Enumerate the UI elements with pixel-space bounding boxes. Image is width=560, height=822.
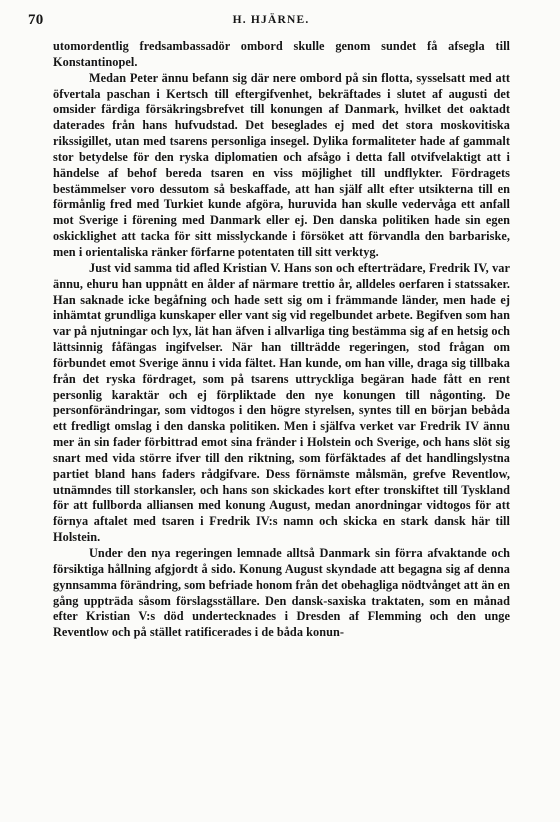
page-number: 70 [28,12,44,28]
running-head: H. HJÄRNE. [232,14,310,26]
body-text [53,39,510,641]
paragraph-continuation: utomordentlig fredsambassadör ombord skulle genom sundet få afsegla till Konstantinopel. [53,39,510,69]
paragraph: Under den nya regeringen lemnade alltså Danmark sin förra afvaktande och försiktiga hållning afgjordt å sido. Konung August skyndade att begagna sig af denna gynnsamma förändring, som befriade honom från det obehagliga nödtvånget att än en gång uppträda såsom förslagsställare. Den dansk-saxiska traktaten, som en månad efter Kristian V:s död undertecknades i Dresden af Flemming och den unge Reventlow och på stället ratificerades i de båda konun- [53,546,511,640]
paragraph: Just vid samma tid afled Kristian V. Hans son och efterträdare, Fredrik IV, var ännu, ehuru han uppnått en ålder af närmare trettio år, alldeles oerfaren i statssaker. Han saknade icke begåfning och hade sett sig om i främmande länder, men hade ej inhämtat grundliga kunskaper eller vant sig vid regelbundet arbete. Begifven som han var på njutningar och lyx, lät han äfven i allvarliga ting bestämma sig af en hetsig och lättsinnig fåfängas ingifvelser. När han tillträdde regeringen, stod frågan om förbundet emot Sverige ännu i vida fältet. Han kunde, om han ville, draga sig tillbaka från det ryska fördraget, som på tsarens uttryckliga begäran hade fått en rent personlig karaktär och ej förpliktade den nye konungen till någonting. De personförändringar, som vidtogos i den högre styrelsen, syntes till en början bebåda ett fredligt omslag i den danska politiken. Men i själfva verket var Fredrik IV ännu mer än sin fader förbittrad emot sina fränder i Holstein och Sverige, och hans slöt sig snart med vida större ifver till den riktning, som förfäktades af det handlingslystna partiet bland hans faders rådgifvare. Dess förnämste målsmän, grefve Reventlow, utnämndes till storkansler, och hans son skickades kort efter tronskiftet till Tyskland för att fullborda alliansen med konung August, medan anordningar vidtogos för att förnya aftalet med tsaren i Fredrik IV:s namn och skicka en stark dansk här till Holstein. [53,260,510,545]
page-header [28,12,514,32]
paragraph: Medan Peter ännu befann sig där nere ombord på sin flotta, sysselsatt med att öfvertala paschan i Kertsch till eftergifvenhet, bekräftades i slutet af augusti det omsider färdiga försäkringsbrefvet till konungen af Danmark, hvilket det oaktadt daterades från hans hufvudstad. Det beseglades ej med det stora moskovitiska rikssigillet, utan med tsarens personliga insegel. Dylika formaliteter hade af gammalt stor betydelse för den ryska diplomatien och afsågo i detta fall otvifvelaktigt att i händelse af behof bereda tsaren en viss möjlighet till undflykter. Fördragets bestämmelser voro dessutom så beskaffade, att han själf allt efter utsikterna till en förmånlig fred med Turkiet kunde afgöra, huruvida han skulle vedervåga ett anfall mot Sverige i förening med Danmark eller ej. Den danska politiken hade sin egen oskicklighet att tacka för sitt misslyckande i försöket att förvandla den barbariske, men i orientaliska ränker förfarne potentaten till sitt verktyg. [53,70,510,259]
